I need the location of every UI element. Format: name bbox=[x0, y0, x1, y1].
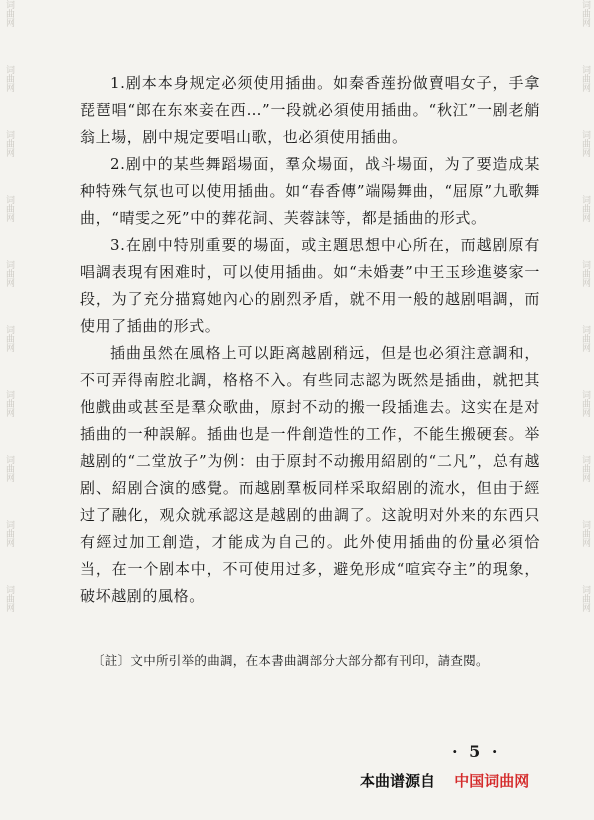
right-watermark-strip bbox=[578, 0, 592, 820]
side-watermark-text: 词曲网 bbox=[4, 585, 14, 612]
side-watermark-text: 词曲网 bbox=[580, 260, 590, 287]
left-watermark-strip bbox=[2, 0, 16, 820]
footnote: 〔註〕文中所引举的曲調，在本書曲調部分大部分都有刊印，請查閱。 bbox=[92, 653, 489, 668]
side-watermark-text: 词曲网 bbox=[4, 195, 14, 222]
side-watermark-text: 词曲网 bbox=[580, 585, 590, 612]
side-watermark-text: 词曲网 bbox=[4, 0, 14, 27]
paragraph-1: 1.剧本本身规定必须使用插曲。如秦香莲扮做賣唱女子，手拿琵琶唱“郎在东來妾在西…”一段就必須使用插曲。“秋江”一剧老艄翁上場，剧中規定要唱山歌，也必須使用插曲。 bbox=[80, 74, 540, 146]
side-watermark-text: 词曲网 bbox=[580, 455, 590, 482]
paragraph-3: 3.在剧中特別重要的場面，或主題思想中心所在，而越剧原有唱調表現有困难时，可以使用插曲。如“未婚妻”中王玉珍進婆家一段，为了充分描寫她內心的剧烈矛盾，就不用一般的越剧唱調，而使用了插曲的形式。 bbox=[80, 236, 540, 335]
side-watermark-text: 词曲网 bbox=[580, 130, 590, 157]
source-watermark bbox=[360, 770, 529, 791]
side-watermark-text: 词曲网 bbox=[580, 325, 590, 352]
side-watermark-text: 词曲网 bbox=[580, 390, 590, 417]
side-watermark-text: 词曲网 bbox=[580, 0, 590, 27]
side-watermark-text: 词曲网 bbox=[4, 325, 14, 352]
side-watermark-text: 词曲网 bbox=[4, 455, 14, 482]
side-watermark-text: 词曲网 bbox=[580, 520, 590, 547]
side-watermark-text: 词曲网 bbox=[4, 520, 14, 547]
side-watermark-text: 词曲网 bbox=[580, 65, 590, 92]
page-body bbox=[80, 70, 540, 610]
side-watermark-text: 词曲网 bbox=[4, 130, 14, 157]
page-number: · 5 · bbox=[452, 742, 501, 761]
watermark-site-link[interactable]: 中国词曲网 bbox=[454, 772, 530, 790]
side-watermark-text: 词曲网 bbox=[4, 260, 14, 287]
side-watermark-text: 词曲网 bbox=[4, 65, 14, 92]
watermark-source-label: 本曲谱源自 bbox=[360, 772, 436, 790]
side-watermark-text: 词曲网 bbox=[580, 195, 590, 222]
paragraph-2: 2.剧中的某些舞蹈場面，羣众場面，战斗場面，为了要造成某种特殊气氛也可以使用插曲。如“春香傳”端陽舞曲，“屈原”九歌舞曲，“晴雯之死”中的葬花詞、芙蓉誄等，都是插曲的形式。 bbox=[80, 155, 540, 227]
side-watermark-text: 词曲网 bbox=[4, 390, 14, 417]
paragraph-4: 插曲虽然在風格上可以距离越剧稍远，但是也必須注意調和，不可弄得南腔北調，格格不入。有些同志認为既然是插曲，就把其他戲曲或甚至是羣众歌曲，原封不动的搬一段插進去。这实在是对插曲的一种誤解。插曲也是一件創造性的工作，不能生搬硬套。举越剧的“二堂放子”为例：由于原封不动搬用紹剧的“二凡”，总有越剧、紹剧合演的感覺。而越剧羣板同样采取紹剧的流水，但由于經过了融化，观众就承認这是越剧的曲調了。这說明对外来的东西只有經过加工創造，才能成为自己的。此外使用插曲的份量必須恰当，在一个剧本中，不可使用过多，避免形成“喧宾夺主”的現象，破坏越剧的風格。 bbox=[80, 344, 540, 605]
